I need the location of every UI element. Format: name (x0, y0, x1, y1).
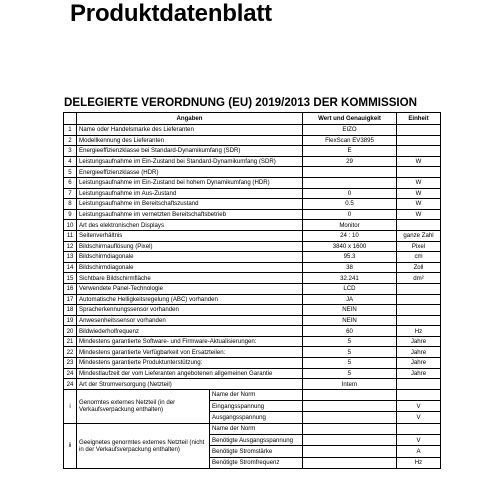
sub-row-label: Eingangsspannung (210, 401, 303, 412)
row-value: NEIN (303, 315, 397, 326)
row-number: 23 (64, 358, 77, 369)
row-number: 9 (64, 209, 77, 220)
table-row (64, 336, 441, 347)
table-row (64, 305, 441, 316)
regulation-title: DELEGIERTE VERORDNUNG (EU) 2019/2013 DER KOMMISSION (64, 96, 418, 109)
sub-row-value (303, 446, 397, 457)
row-label: Modellkennung des Lieferanten (77, 135, 303, 146)
row-number: 6 (64, 177, 77, 188)
row-value (303, 167, 397, 178)
sub-row-label: Benötigte Ausgangsspannung (210, 435, 303, 446)
row-unit (397, 294, 441, 305)
table-row (64, 347, 441, 358)
row-label: Name oder Handelsmarke des Lieferanten (77, 125, 303, 136)
row-unit: W (397, 156, 441, 167)
row-label: Bildschirmdiagonale (77, 252, 303, 263)
row-label: Leistungsaufnahme im Ein-Zustand bei hohem Dynamikumfang (HDR) (77, 177, 303, 188)
table-row (64, 220, 441, 231)
row-unit (397, 305, 441, 316)
row-label: Art des elektronischen Displays (77, 220, 303, 231)
sub-row-unit: A (397, 446, 441, 457)
table-row (64, 379, 441, 390)
sub-row-unit (397, 389, 441, 400)
table-row (64, 156, 441, 167)
row-number: 20 (64, 326, 77, 337)
row-value: 5 (303, 336, 397, 347)
row-unit: Jahre (397, 347, 441, 358)
row-value: LCD (303, 283, 397, 294)
table-row (64, 199, 441, 210)
row-unit (397, 283, 441, 294)
row-unit (397, 315, 441, 326)
row-value: 5 (303, 358, 397, 369)
table-row (64, 273, 441, 284)
row-unit (397, 379, 441, 390)
row-label: Art der Stromversorgung (Netzteil) (77, 379, 303, 390)
row-unit (397, 125, 441, 136)
row-number: 24 (64, 379, 77, 390)
sub-row-unit (397, 423, 441, 434)
table-row (64, 146, 441, 157)
sub-row-value (303, 412, 397, 423)
row-value (303, 177, 397, 188)
row-number: 10 (64, 220, 77, 231)
table-row (64, 389, 441, 400)
row-label: Seitenverhältnis (77, 230, 303, 241)
sub-row-label: Benötigte Stromfrequenz (210, 457, 303, 468)
row-number: 15 (64, 273, 77, 284)
sub-row-value (303, 457, 397, 468)
row-label: Sichtbare Bildschirmfläche (77, 273, 303, 284)
sub-row-value (303, 435, 397, 446)
row-number: 4 (64, 156, 77, 167)
row-value: 32.241 (303, 273, 397, 284)
sub-row-label: Name der Norm (210, 389, 303, 400)
table-row (64, 423, 441, 434)
row-unit (397, 135, 441, 146)
row-label: Bildschirmdiagonale (77, 262, 303, 273)
row-value: EIZO (303, 125, 397, 136)
table-row (64, 177, 441, 188)
row-number: 17 (64, 294, 77, 305)
row-label: Mindestlaufzeit der vom Lieferanten angebotenen allgemeinen Garantie (77, 368, 303, 379)
table-row (64, 368, 441, 379)
row-number: 14 (64, 262, 77, 273)
row-value: E (303, 146, 397, 157)
sub-row-unit: V (397, 412, 441, 423)
row-value: 3840 x 1600 (303, 241, 397, 252)
table-row (64, 125, 441, 136)
row-label: Leistungsaufnahme im Bereitschaftszustand (77, 199, 303, 210)
row-value: NEIN (303, 305, 397, 316)
page-title: Produktdatenblatt (70, 0, 272, 27)
row-value: JA (303, 294, 397, 305)
row-number: 2 (64, 135, 77, 146)
table-row (64, 283, 441, 294)
row-unit: cm (397, 252, 441, 263)
row-unit: Zoll (397, 262, 441, 273)
row-label: Leistungsaufnahme im Aus-Zustand (77, 188, 303, 199)
table-row (64, 315, 441, 326)
row-number: 7 (64, 188, 77, 199)
row-label: Mindestens garantierte Produktunterstützung: (77, 358, 303, 369)
row-label: Bildschirmauflösung (Pixel) (77, 241, 303, 252)
header-angaben: Angaben (77, 113, 303, 125)
row-label: Anwesenheitssensor vorhanden (77, 315, 303, 326)
row-unit: Jahre (397, 358, 441, 369)
row-label: Energieeffizienzklasse (HDR) (77, 167, 303, 178)
row-number: 13 (64, 252, 77, 263)
row-unit (397, 146, 441, 157)
row-unit: W (397, 199, 441, 210)
row-number: 5 (64, 167, 77, 178)
row-number: 11 (64, 230, 77, 241)
subsection-label: Geeignetes genormtes externes Netzteil (nicht in der Verkaufsverpackung enthalten) (77, 423, 210, 468)
row-unit: W (397, 177, 441, 188)
sub-row-unit: Hz (397, 457, 441, 468)
table-row (64, 252, 441, 263)
row-number: 12 (64, 241, 77, 252)
row-label: Bildwiederholfrequenz (77, 326, 303, 337)
table-row (64, 209, 441, 220)
table-row (64, 230, 441, 241)
product-data-table (63, 112, 441, 469)
row-number: 8 (64, 199, 77, 210)
sub-row-label: Ausgangsspannung (210, 412, 303, 423)
table-row (64, 167, 441, 178)
table-row (64, 135, 441, 146)
header-wert: Wert und Genauigkeit (303, 113, 397, 125)
row-value: 0 (303, 209, 397, 220)
row-value: 0.5 (303, 199, 397, 210)
sub-row-value (303, 401, 397, 412)
subsection-label: Genormtes externes Netzteil (in der Verkaufsverpackung enthalten) (77, 389, 210, 423)
row-unit: Pixel (397, 241, 441, 252)
row-number: 1 (64, 125, 77, 136)
row-unit (397, 167, 441, 178)
sub-row-unit: V (397, 435, 441, 446)
row-value: 0 (303, 188, 397, 199)
row-label: Mindestens garantierte Verfügbarkeit von Ersatzteilen: (77, 347, 303, 358)
sub-row-value (303, 423, 397, 434)
sub-row-unit: V (397, 401, 441, 412)
table-row (64, 241, 441, 252)
row-unit: Hz (397, 326, 441, 337)
row-value: 5 (303, 347, 397, 358)
table-row (64, 326, 441, 337)
row-number: 19 (64, 315, 77, 326)
row-label: Energieeffizienzklasse bei Standard-Dynamikumfang (SDR) (77, 146, 303, 157)
row-number: 24 (64, 368, 77, 379)
row-label: Leistungsaufnahme im vernetzten Bereitschaftsbetrieb (77, 209, 303, 220)
row-unit: W (397, 209, 441, 220)
row-number: 18 (64, 305, 77, 316)
subsection-number: i (64, 389, 77, 423)
sub-row-label: Benötigte Stromstärke (210, 446, 303, 457)
sub-row-label: Name der Norm (210, 423, 303, 434)
row-unit: ganze Zahl (397, 230, 441, 241)
row-value: Intern (303, 379, 397, 390)
row-number: 22 (64, 347, 77, 358)
table-header-row (64, 113, 441, 125)
row-unit: Jahre (397, 336, 441, 347)
row-label: Automatische Helligkeitsregelung (ABC) vorhanden (77, 294, 303, 305)
row-value: 38 (303, 262, 397, 273)
row-label: Leistungsaufnahme im Ein-Zustand bei Standard-Dynamikumfang (SDR) (77, 156, 303, 167)
row-value: FlexScan EV3895 (303, 135, 397, 146)
row-number: 3 (64, 146, 77, 157)
table-row (64, 188, 441, 199)
row-number: 16 (64, 283, 77, 294)
table-row (64, 294, 441, 305)
row-unit: W (397, 188, 441, 199)
row-value: 5 (303, 368, 397, 379)
row-value: 29 (303, 156, 397, 167)
subsection-number: ii (64, 423, 77, 468)
row-label: Spracherkennungssensor vorhanden (77, 305, 303, 316)
row-unit: Jahre (397, 368, 441, 379)
table-row (64, 262, 441, 273)
row-value: Monitor (303, 220, 397, 231)
row-value: 60 (303, 326, 397, 337)
row-value: 95.3 (303, 252, 397, 263)
row-label: Verwendete Panel-Technologie (77, 283, 303, 294)
sub-row-value (303, 389, 397, 400)
row-label: Mindestens garantierte Software- und Firmware-Aktualisierungen: (77, 336, 303, 347)
header-einheit: Einheit (397, 113, 441, 125)
row-unit: dm² (397, 273, 441, 284)
table-row (64, 358, 441, 369)
row-number: 21 (64, 336, 77, 347)
row-unit (397, 220, 441, 231)
row-value: 24 : 10 (303, 230, 397, 241)
